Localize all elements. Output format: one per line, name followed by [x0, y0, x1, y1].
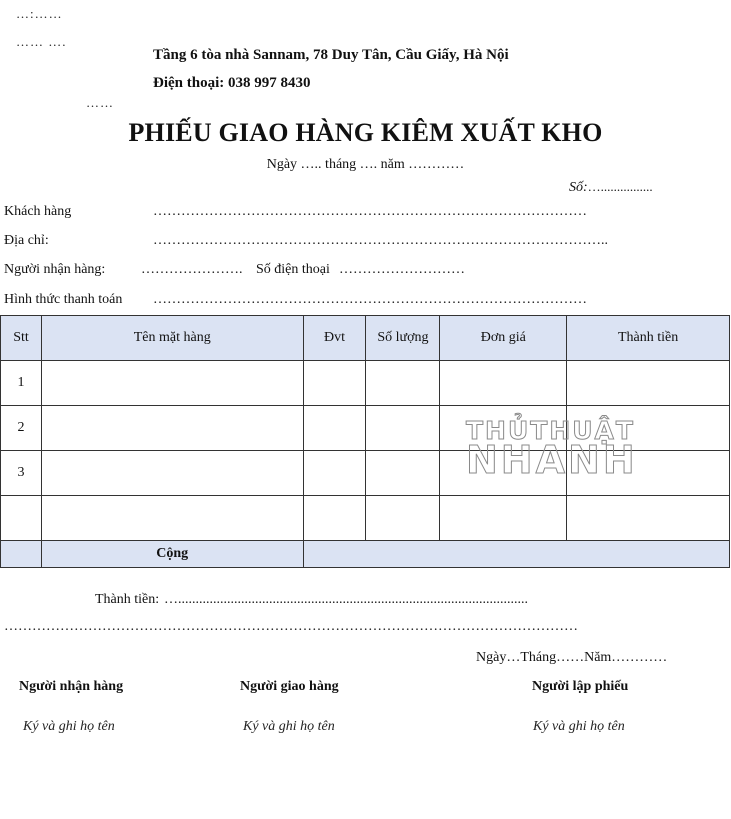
row-number [1, 496, 42, 541]
company-address: Tầng 6 tòa nhà Sannam, 78 Duy Tân, Cầu Giấy, Hà Nội [153, 47, 509, 63]
amount-words-line-2[interactable]: …………………………………………………………………………………………………………… [4, 619, 578, 634]
unit-cell[interactable] [303, 496, 366, 541]
receiver-label: Người nhận hàng: [4, 262, 106, 277]
quantity-cell[interactable] [366, 361, 440, 406]
quantity-cell[interactable] [366, 406, 440, 451]
row-number: 1 [1, 361, 42, 406]
document-number-label: Số: [569, 180, 588, 195]
header-dots-1: …:…… [16, 6, 63, 21]
header-dots-2: …… …. [16, 34, 67, 49]
header-dots-3: …… [86, 95, 114, 110]
total-blank-cell [1, 541, 42, 568]
unit-cell[interactable] [303, 451, 366, 496]
signature-creator-note: Ký và ghi họ tên [533, 719, 625, 734]
company-phone: Điện thoại: 038 997 8430 [153, 75, 311, 91]
payment-field[interactable]: ………………………………………………………………………………… [153, 292, 587, 307]
document-number [569, 178, 653, 196]
signature-deliverer-title: Người giao hàng [240, 679, 339, 694]
watermark-line-1: THỦTHUẬT [466, 416, 635, 445]
amount-cell[interactable] [567, 496, 730, 541]
header-amount: Thành tiền [567, 316, 730, 361]
signature-creator-title: Người lập phiếu [532, 679, 629, 694]
receiver-field[interactable]: …………………. [141, 262, 243, 277]
phone-field[interactable]: ……………………… [339, 262, 465, 277]
watermark-logo [466, 416, 638, 482]
item-name-cell[interactable] [41, 361, 303, 406]
header-unit-price: Đơn giá [440, 316, 567, 361]
row-number: 2 [1, 406, 42, 451]
signature-receiver-title: Người nhận hàng [19, 679, 124, 694]
signature-receiver-note: Ký và ghi họ tên [23, 719, 115, 734]
document-title: PHIẾU GIAO HÀNG KIÊM XUẤT KHO [128, 118, 603, 147]
table-header-row [1, 316, 730, 361]
header-unit: Đvt [303, 316, 366, 361]
amount-cell[interactable] [567, 361, 730, 406]
total-row [1, 541, 730, 568]
item-name-cell[interactable] [41, 496, 303, 541]
header-item-name: Tên mặt hàng [41, 316, 303, 361]
address-label: Địa chỉ: [4, 233, 49, 248]
header-quantity: Số lượng [366, 316, 440, 361]
row-number: 3 [1, 451, 42, 496]
table-row [1, 361, 730, 406]
total-label: Cộng [41, 541, 303, 568]
unit-cell[interactable] [303, 361, 366, 406]
signature-deliverer-note: Ký và ghi họ tên [243, 719, 335, 734]
unit-price-cell[interactable] [440, 361, 567, 406]
customer-label: Khách hàng [4, 204, 72, 219]
quantity-cell[interactable] [366, 451, 440, 496]
document-date: Ngày ….. tháng …. năm ………… [266, 157, 465, 172]
address-field[interactable]: …………………………………………………………………………………….. [153, 233, 608, 248]
document-number-dots: …................ [587, 179, 653, 194]
signature-date: Ngày…Tháng……Năm………… [476, 650, 668, 665]
unit-cell[interactable] [303, 406, 366, 451]
quantity-cell[interactable] [366, 496, 440, 541]
unit-price-cell[interactable] [440, 496, 567, 541]
amount-words-label: Thành tiền: [95, 592, 160, 607]
header-stt: Stt [1, 316, 42, 361]
amount-words-field[interactable]: ….................................................................................................... [164, 592, 528, 607]
phone-label: Số điện thoại [256, 262, 330, 277]
customer-field[interactable]: ………………………………………………………………………………… [153, 204, 587, 219]
watermark-line-2: NHANH [466, 438, 638, 482]
item-name-cell[interactable] [41, 406, 303, 451]
item-name-cell[interactable] [41, 451, 303, 496]
table-row [1, 496, 730, 541]
total-value-cell[interactable] [303, 541, 729, 568]
payment-label: Hình thức thanh toán [4, 292, 123, 307]
